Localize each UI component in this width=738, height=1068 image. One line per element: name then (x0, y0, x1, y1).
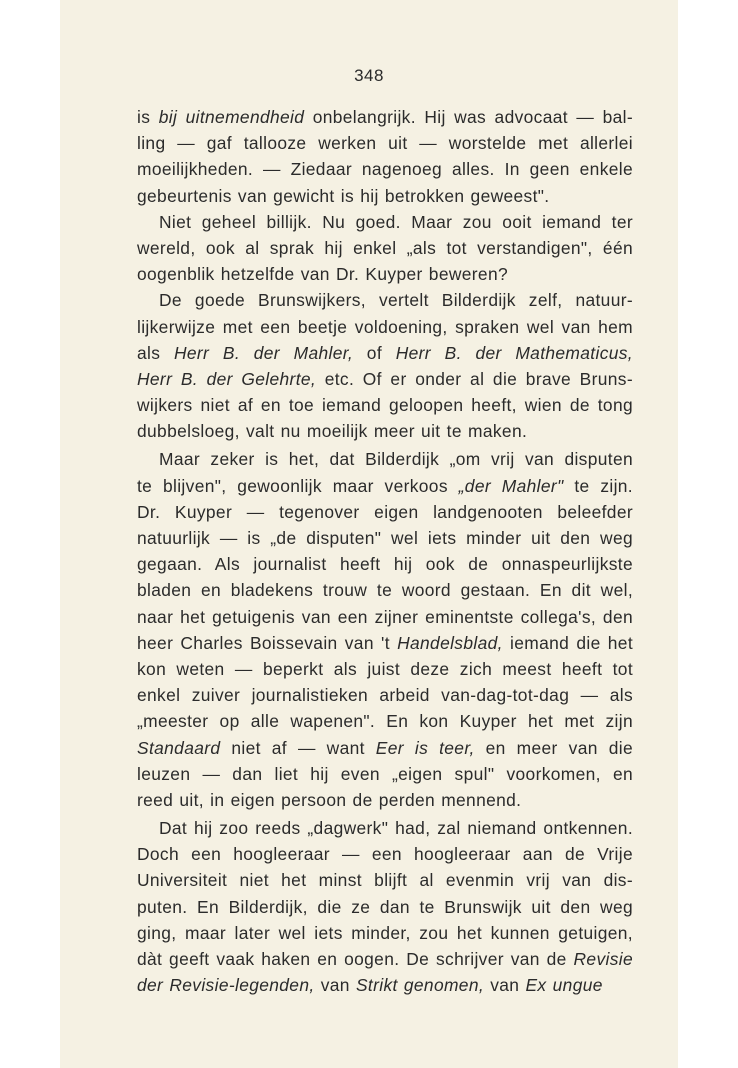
italic-phrase: Eer is teer, (375, 737, 475, 758)
text-run: te zijn. (563, 475, 633, 496)
italic-phrase: Ex ungue (525, 975, 603, 996)
text-run: bladen en bladekens trouw te woord gestaan. En dit wel, (137, 580, 633, 601)
text-run: Universiteit niet het minst blijft al evenmin vrij van dis- (137, 870, 633, 891)
text-run: en meer van die (474, 737, 633, 758)
text-line (137, 604, 633, 630)
italic-phrase: Herr B. der Mathematicus, (395, 342, 633, 363)
text-line (137, 499, 633, 525)
text-run: leuzen — dan liet hij even „eigen spul" voorkomen, en (137, 763, 633, 784)
italic-phrase: Standaard (137, 737, 221, 758)
text-line (137, 261, 633, 287)
text-run: is (137, 107, 159, 127)
text-line (137, 287, 633, 313)
text-line (137, 392, 633, 418)
text-line (137, 235, 633, 261)
text-line (137, 183, 633, 209)
text-line (137, 551, 633, 577)
italic-phrase: bij uitnemendheid (158, 107, 305, 127)
text-line (137, 708, 633, 734)
text-run: moeilijkheden. — Ziedaar nagenoeg alles. In geen enkele (137, 159, 633, 180)
text-run: enkel zuiver journalistieken arbeid van-dag-tot-dag — als (137, 685, 633, 706)
text-run: dàt geeft vaak haken en oogen. De schrijver van de (137, 949, 574, 969)
text-run: heer Charles Boissevain van 't (137, 632, 398, 653)
text-line (137, 972, 633, 998)
text-run: oogenblik hetzelfde van Dr. Kuyper beweren? (137, 264, 508, 285)
text-line (137, 340, 633, 366)
text-run: „meester op alle wapenen". En kon Kuyper het met zijn (137, 711, 633, 732)
text-run: reed uit, in eigen persoon de perden mennend. (137, 789, 522, 810)
text-line (137, 446, 633, 472)
text-line (137, 656, 633, 682)
text-line (137, 473, 633, 499)
text-line (137, 156, 633, 182)
text-run: wereld, ook al sprak hij enkel „als tot verstandigen", één (137, 237, 633, 258)
text-line (137, 104, 633, 130)
text-run: gegaan. Als journalist heeft hij ook de onnaspeurlijkste (137, 554, 633, 575)
italic-phrase: Herr B. der Gelehrte, (137, 368, 317, 389)
text-line (137, 894, 633, 920)
text-run: als (137, 342, 174, 363)
text-line (137, 787, 633, 813)
body-text (137, 104, 633, 998)
text-line (137, 130, 633, 156)
text-run: De goede Brunswijkers, vertelt Bilderdijk zelf, natuur- (159, 290, 633, 311)
text-line (137, 920, 633, 946)
text-run: puten. En Bilderdijk, die ze dan te Brunswijk uit den weg (137, 896, 633, 917)
italic-phrase: der Revisie-legenden, (137, 975, 315, 996)
text-line (137, 946, 633, 972)
text-line (137, 735, 633, 761)
text-run: lijkerwijze met een beetje voldoening, spraken wel van hem (137, 316, 633, 337)
text-run: Doch een hoogleeraar — een hoogleeraar aan de Vrije (137, 844, 633, 865)
text-run: ling — gaf tallooze werken uit — worstelde met allerlei (137, 133, 633, 154)
italic-phrase: Handelsblad, (397, 632, 503, 653)
text-run: natuurlijk — is „de disputen" wel iets minder uit den weg (137, 528, 633, 548)
italic-phrase: Strikt genomen, (355, 975, 485, 996)
text-line (137, 525, 633, 551)
text-run: etc. Of er onder al die brave Bruns- (316, 368, 633, 389)
text-run: niet af — want (220, 737, 376, 758)
text-line (137, 366, 633, 392)
text-run: Dat hij zoo reeds „dagwerk" had, zal niemand ontkennen. (159, 818, 633, 839)
italic-phrase: „der Mahler" (458, 475, 564, 496)
italic-phrase: Herr B. der Mahler, (173, 342, 354, 363)
text-run: onbelangrijk. Hij was advocaat — bal- (304, 107, 633, 127)
text-run: iemand die het (502, 632, 634, 653)
text-line (137, 867, 633, 893)
text-line (137, 815, 633, 841)
text-line (137, 209, 633, 235)
text-line (137, 577, 633, 603)
text-line (137, 418, 633, 444)
text-run: Dr. Kuyper — tegenover eigen landgenooten beleefder (137, 501, 633, 522)
text-line (137, 682, 633, 708)
text-run: ging, maar later wel iets minder, zou het kunnen getuigen, (137, 922, 633, 943)
text-line (137, 761, 633, 787)
text-run: Maar zeker is het, dat Bilderdijk „om vrij van disputen (159, 449, 633, 470)
text-run: of (353, 342, 396, 363)
text-line (137, 314, 633, 340)
text-run: gebeurtenis van gewicht is hij betrokken geweest". (137, 185, 550, 206)
text-run: wijkers niet af en toe iemand geloopen heeft, wien de tong (137, 395, 633, 416)
text-run: van (484, 975, 526, 996)
text-line (137, 630, 633, 656)
page-number: 348 (354, 66, 384, 85)
text-run: van (314, 975, 356, 996)
italic-phrase: Revisie (573, 949, 633, 969)
text-line (137, 841, 633, 867)
text-run: kon weten — beperkt als juist deze zich meest heeft tot (137, 658, 633, 679)
text-run: dubbelsloeg, valt nu moeilijk meer uit te maken. (137, 421, 528, 442)
text-run: Niet geheel billijk. Nu goed. Maar zou ooit iemand ter (159, 211, 633, 232)
text-run: naar het getuigenis van een zijner eminentste collega's, den (137, 606, 633, 627)
book-page (60, 0, 678, 1068)
text-run: te blijven", gewoonlijk maar verkoos (137, 475, 459, 496)
